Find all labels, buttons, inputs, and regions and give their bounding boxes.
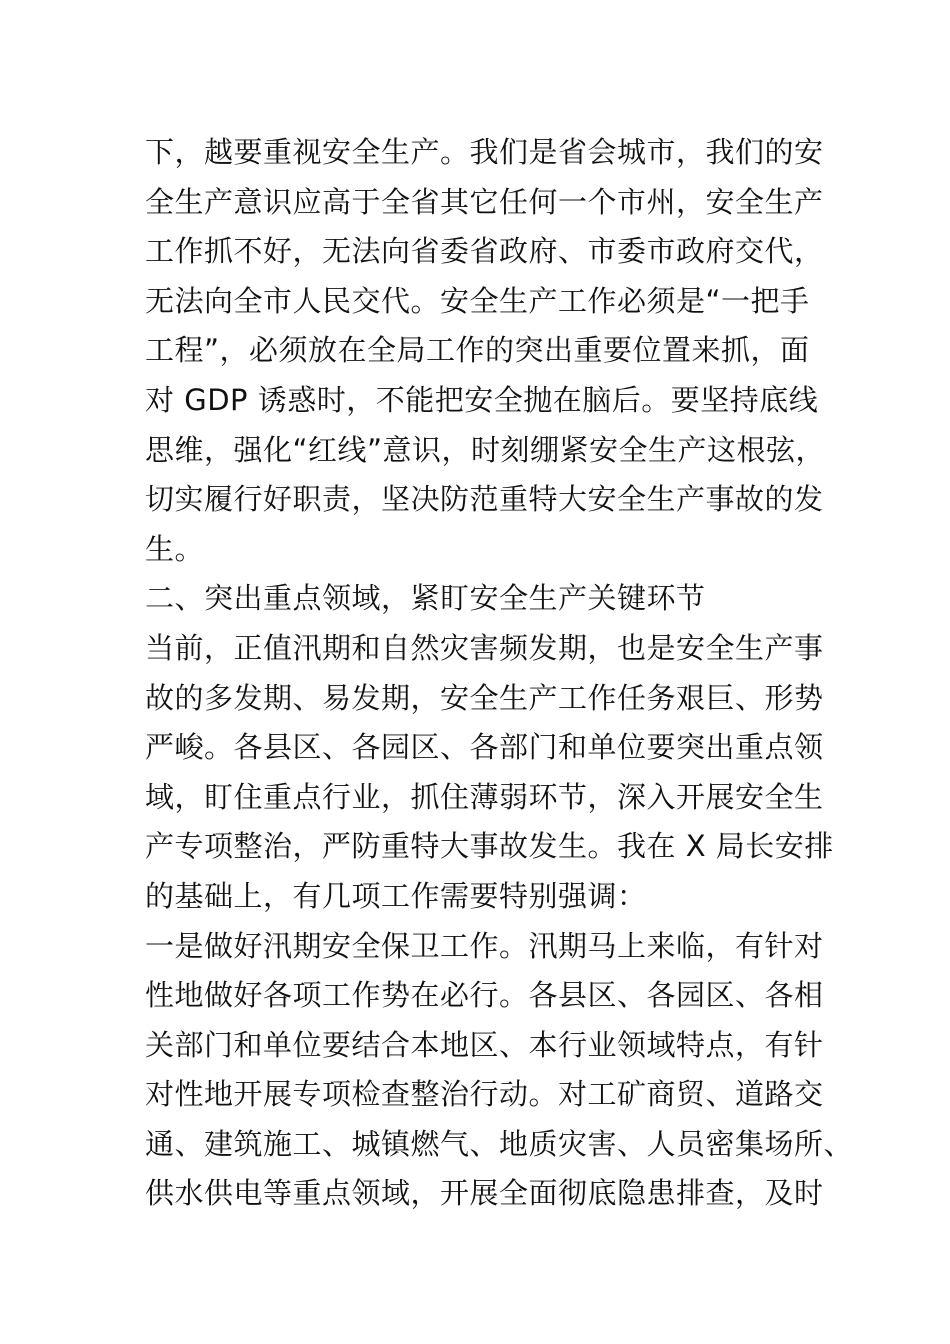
text-line: 严峻。各县区、各园区、各部门和单位要突出重点领: [145, 730, 824, 765]
text-line: 下，越要重视安全生产。我们是省会城市，我们的安: [145, 135, 824, 169]
text-line: 性地做好各项工作势在必行。各县区、各园区、各相: [145, 978, 824, 1013]
text-line: 思维，强化“红线”意识，时刻绷紧安全生产这根弦，: [145, 432, 826, 467]
text-line: 的基础上，有几项工作需要特别强调：: [145, 878, 647, 913]
body-text: [145, 128, 854, 1219]
text-line: 域，盯住重点行业，抓住薄弱环节，深入开展安全生: [145, 779, 824, 814]
text-line: 工作抓不好，无法向省委省政府、市委市政府交代，: [145, 234, 824, 269]
text-line: 工程”，必须放在全局工作的突出重要位置来抓，面: [145, 333, 810, 368]
text-line: 全生产意识应高于全省其它任何一个市州，安全生产: [145, 184, 824, 219]
text-line: 通、建筑施工、城镇燃气、地质灾害、人员密集场所、: [145, 1126, 854, 1161]
text-line: 关部门和单位要结合本地区、本行业领域特点，有针: [145, 1027, 824, 1062]
text-line: 当前，正值汛期和自然灾害频发期，也是安全生产事: [145, 630, 824, 665]
text-line: 产专项整治，严防重特大事故发生。我在 X 局长安排: [145, 829, 834, 864]
section-heading: 二、突出重点领域，紧盯安全生产关键环节: [145, 581, 706, 616]
text-line: 无法向全市人民交代。安全生产工作必须是“一把手: [145, 283, 810, 318]
text-line: 故的多发期、易发期，安全生产工作任务艰巨、形势: [145, 680, 824, 715]
text-line: 供水供电等重点领域，开展全面彻底隐患排查，及时: [145, 1176, 824, 1211]
text-line: 对性地开展专项检查整治行动。对工矿商贸、道路交: [145, 1077, 824, 1112]
text-line: 切实履行好职责，坚决防范重特大安全生产事故的发: [145, 482, 824, 517]
text-line: 一是做好汛期安全保卫工作。汛期马上来临，有针对: [145, 928, 824, 963]
text-line: 对 GDP 诱惑时，不能把安全抛在脑后。要坚持底线: [145, 382, 819, 417]
text-line: 生。: [145, 531, 205, 566]
